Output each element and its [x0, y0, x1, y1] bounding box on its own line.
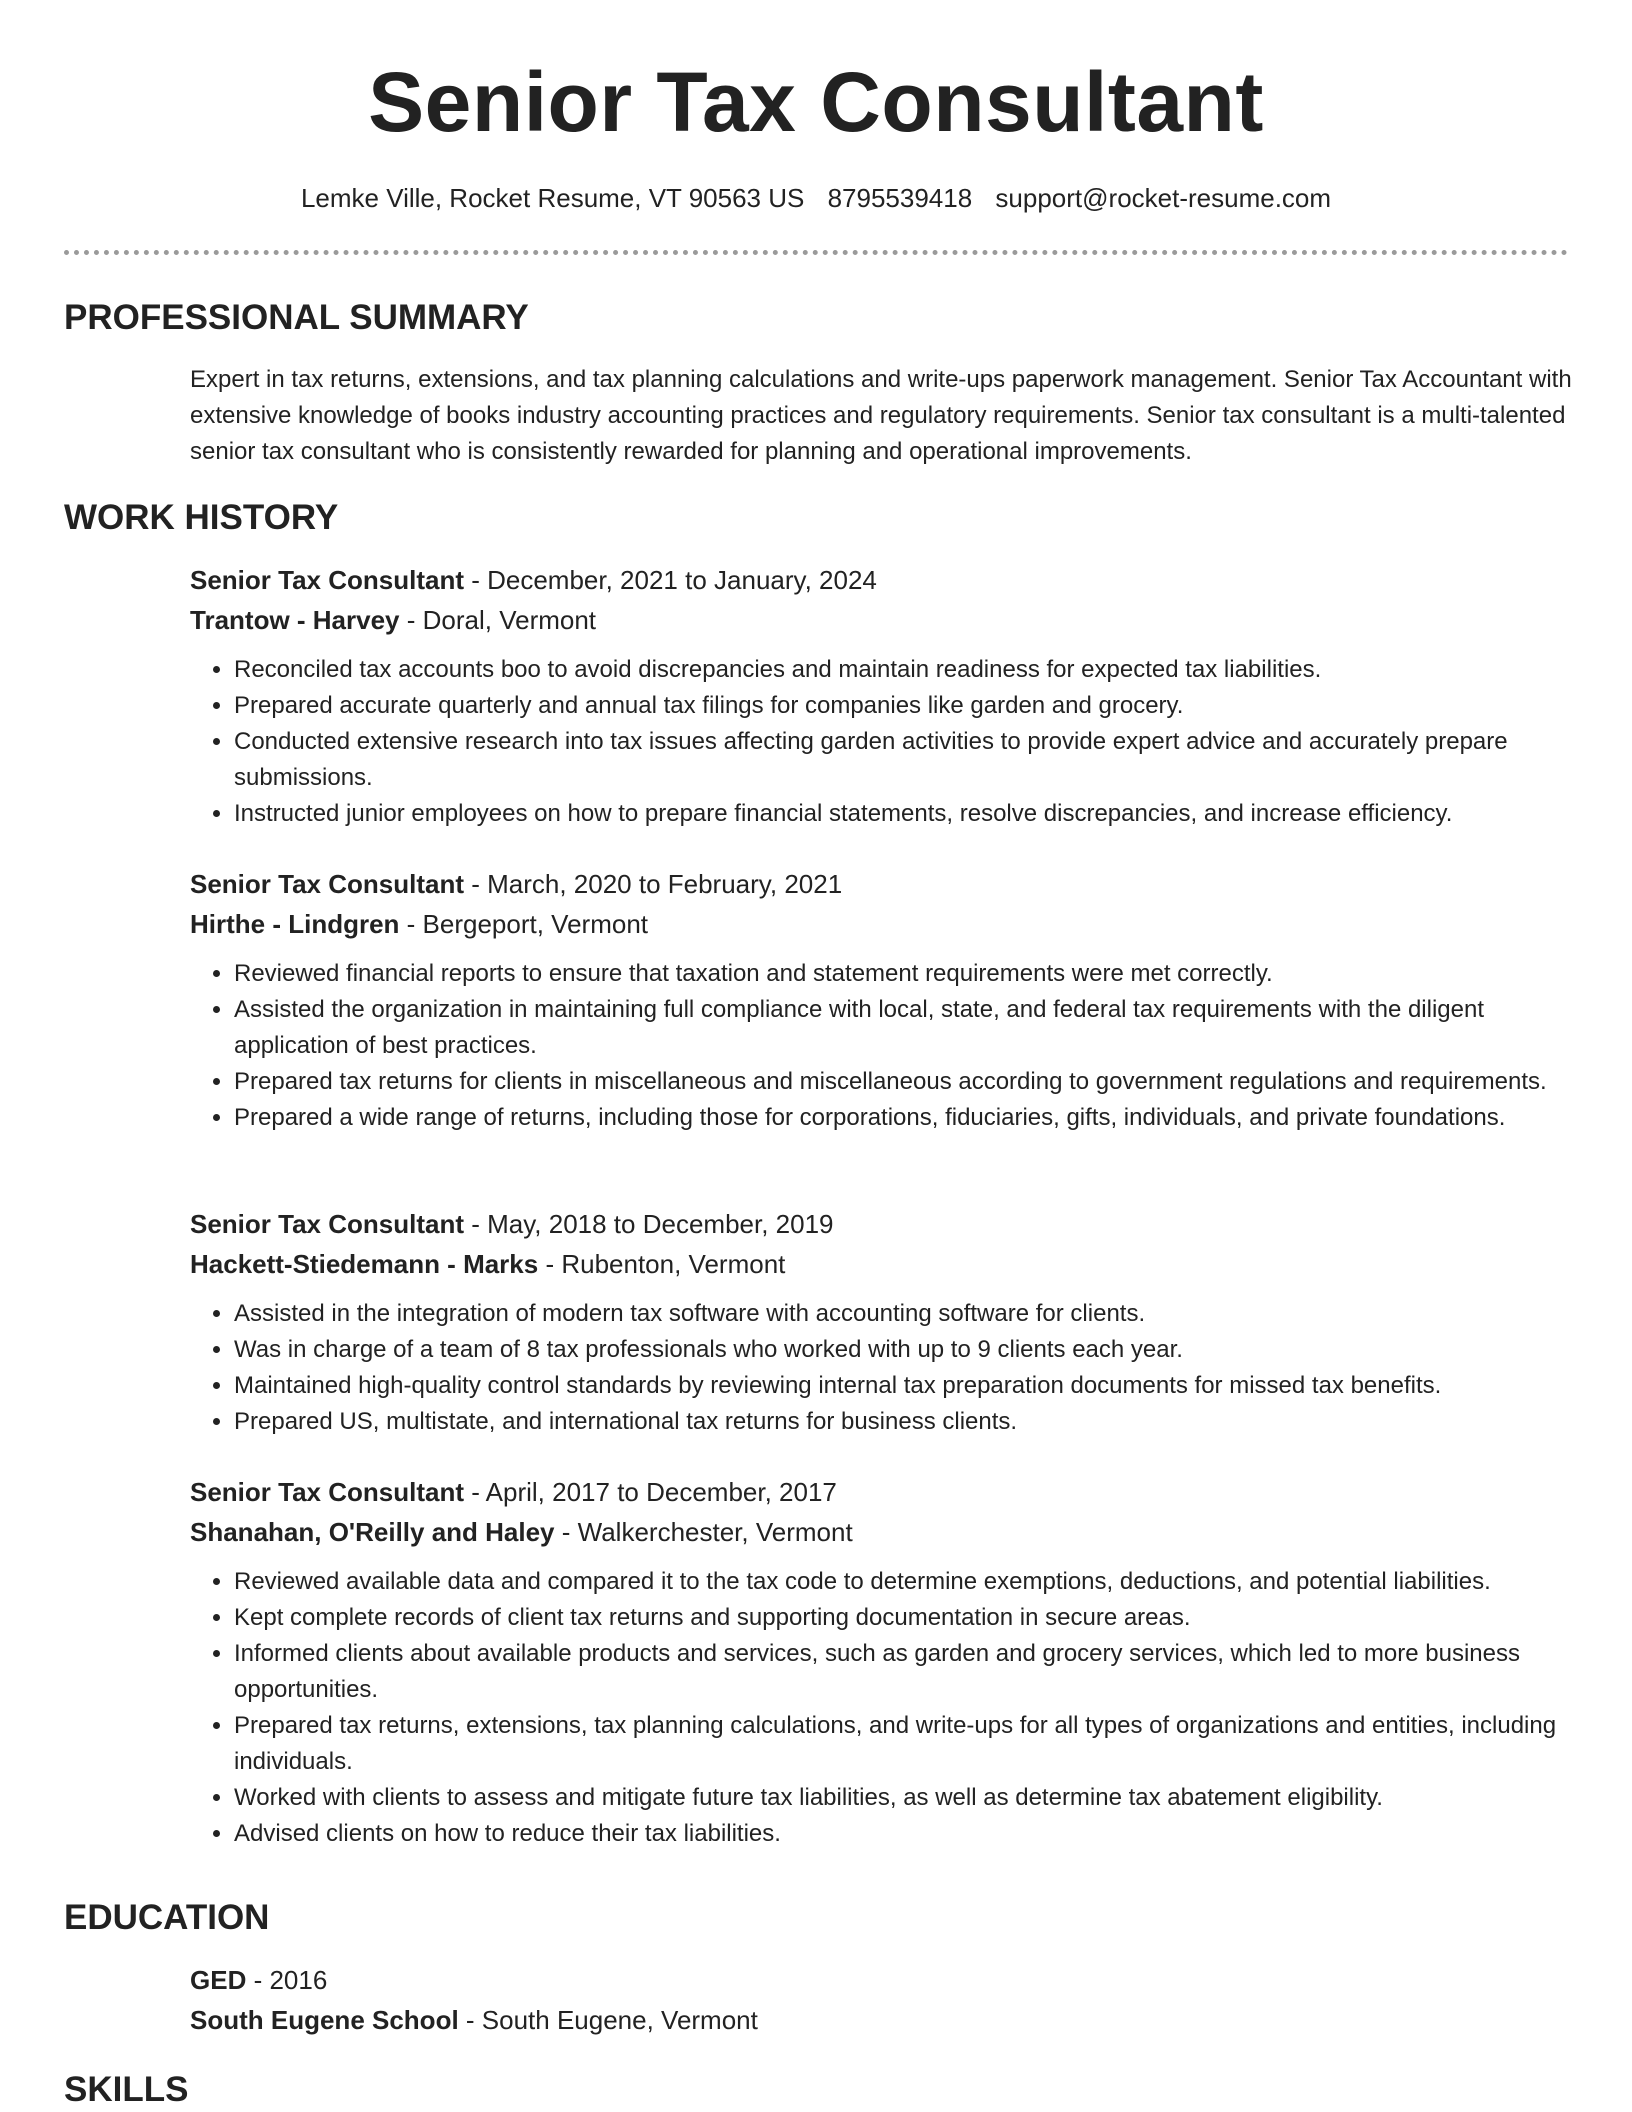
- list-item: • Reviewed available data and compared it to the tax code to determine exemptions, deductions, and potential liabilities.: [234, 1564, 1580, 1600]
- job-dates: - May, 2018 to December, 2019: [464, 1209, 834, 1239]
- job-company-line: [190, 600, 1580, 640]
- summary-heading: PROFESSIONAL SUMMARY: [64, 298, 529, 337]
- job-bullets: [190, 652, 1580, 832]
- education-school-line: [190, 2000, 1580, 2040]
- job-dates: - December, 2021 to January, 2024: [464, 565, 877, 595]
- job-title-line: [190, 1472, 1580, 1512]
- job-bullets: [190, 1296, 1580, 1440]
- education-degree: GED: [190, 1965, 247, 1995]
- job-company-line: [190, 1512, 1580, 1552]
- job-company-line: [190, 904, 1580, 944]
- job-company: Shanahan, O'Reilly and Haley: [190, 1517, 555, 1547]
- list-item: • Prepared a wide range of returns, including those for corporations, fiduciaries, gifts, individuals, and private foundations.: [234, 1100, 1580, 1136]
- list-item: • Instructed junior employees on how to prepare financial statements, resolve discrepancies, and increase efficiency.: [234, 796, 1580, 832]
- contact-phone: 8795539418: [827, 183, 973, 213]
- job-role: Senior Tax Consultant: [190, 869, 464, 899]
- job-location: - Walkerchester, Vermont: [554, 1517, 853, 1547]
- job-company: Hackett-Stiedemann - Marks: [190, 1249, 539, 1279]
- job-role: Senior Tax Consultant: [190, 565, 464, 595]
- header-divider: [64, 250, 1568, 255]
- contact-line: [0, 180, 1632, 216]
- job-bullets: [190, 956, 1580, 1136]
- job-role: Senior Tax Consultant: [190, 1209, 464, 1239]
- list-item: • Conducted extensive research into tax issues affecting garden activities to provide expert advice and accurately prepare submissions.: [234, 724, 1580, 796]
- contact-email: support@rocket-resume.com: [995, 183, 1332, 213]
- education-school: South Eugene School: [190, 2005, 459, 2035]
- contact-address: Lemke Ville, Rocket Resume, VT 90563 US: [300, 183, 805, 213]
- job-location: - Rubenton, Vermont: [538, 1249, 786, 1279]
- job-entry-2: [190, 864, 1580, 1136]
- list-item: • Was in charge of a team of 8 tax professionals who worked with up to 9 clients each year.: [234, 1332, 1580, 1368]
- list-item: • Worked with clients to assess and mitigate future tax liabilities, as well as determine tax abatement eligibility.: [234, 1780, 1580, 1816]
- list-item: • Assisted in the integration of modern tax software with accounting software for clients.: [234, 1296, 1580, 1332]
- job-title-line: [190, 864, 1580, 904]
- job-entry-1: [190, 560, 1580, 832]
- list-item: • Prepared tax returns, extensions, tax planning calculations, and write-ups for all types of organizations and entities, including individuals.: [234, 1708, 1580, 1780]
- list-item: • Kept complete records of client tax returns and supporting documentation in secure areas.: [234, 1600, 1580, 1636]
- job-bullets: [190, 1564, 1580, 1852]
- list-item: • Maintained high-quality control standards by reviewing internal tax preparation documents for missed tax benefits.: [234, 1368, 1580, 1404]
- list-item: • Prepared tax returns for clients in miscellaneous and miscellaneous according to government regulations and requirements.: [234, 1064, 1580, 1100]
- list-item: • Prepared accurate quarterly and annual tax filings for companies like garden and grocery.: [234, 688, 1580, 724]
- job-dates: - April, 2017 to December, 2017: [464, 1477, 837, 1507]
- list-item: • Reconciled tax accounts boo to avoid discrepancies and maintain readiness for expected tax liabilities.: [234, 652, 1580, 688]
- job-company-line: [190, 1244, 1580, 1284]
- education-heading: EDUCATION: [64, 1898, 270, 1937]
- education-location: - South Eugene, Vermont: [458, 2005, 758, 2035]
- job-role: Senior Tax Consultant: [190, 1477, 464, 1507]
- job-company: Trantow - Harvey: [190, 605, 400, 635]
- job-entry-4: [190, 1472, 1580, 1852]
- candidate-name: Senior Tax Consultant: [368, 55, 1264, 149]
- list-item: • Prepared US, multistate, and international tax returns for business clients.: [234, 1404, 1580, 1440]
- job-company: Hirthe - Lindgren: [190, 909, 400, 939]
- skills-heading: SKILLS: [64, 2070, 189, 2109]
- list-item: • Reviewed financial reports to ensure that taxation and statement requirements were met correctly.: [234, 956, 1580, 992]
- summary-text: Expert in tax returns, extensions, and tax planning calculations and write-ups paperwork management. Senior Tax Accountant with extensive knowledge of books industry accounting practices and regulatory requirements. Senior tax consultant is a multi-talented senior tax consultant who is consistently rewarded for planning and operational improvements.: [190, 366, 1572, 465]
- list-item: • Advised clients on how to reduce their tax liabilities.: [234, 1816, 1580, 1852]
- job-title-line: [190, 560, 1580, 600]
- education-entry: [190, 1960, 1580, 2040]
- job-dates: - March, 2020 to February, 2021: [464, 869, 843, 899]
- work-history-heading: WORK HISTORY: [64, 498, 339, 537]
- job-location: - Bergeport, Vermont: [399, 909, 648, 939]
- job-location: - Doral, Vermont: [399, 605, 597, 635]
- job-title-line: [190, 1204, 1580, 1244]
- list-item: • Informed clients about available products and services, such as garden and grocery services, which led to more business opportunities.: [234, 1636, 1580, 1708]
- education-degree-line: [190, 1960, 1580, 2000]
- list-item: • Assisted the organization in maintaining full compliance with local, state, and federal tax requirements with the diligent application of best practices.: [234, 992, 1580, 1064]
- education-year: - 2016: [246, 1965, 328, 1995]
- job-entry-3: [190, 1204, 1580, 1440]
